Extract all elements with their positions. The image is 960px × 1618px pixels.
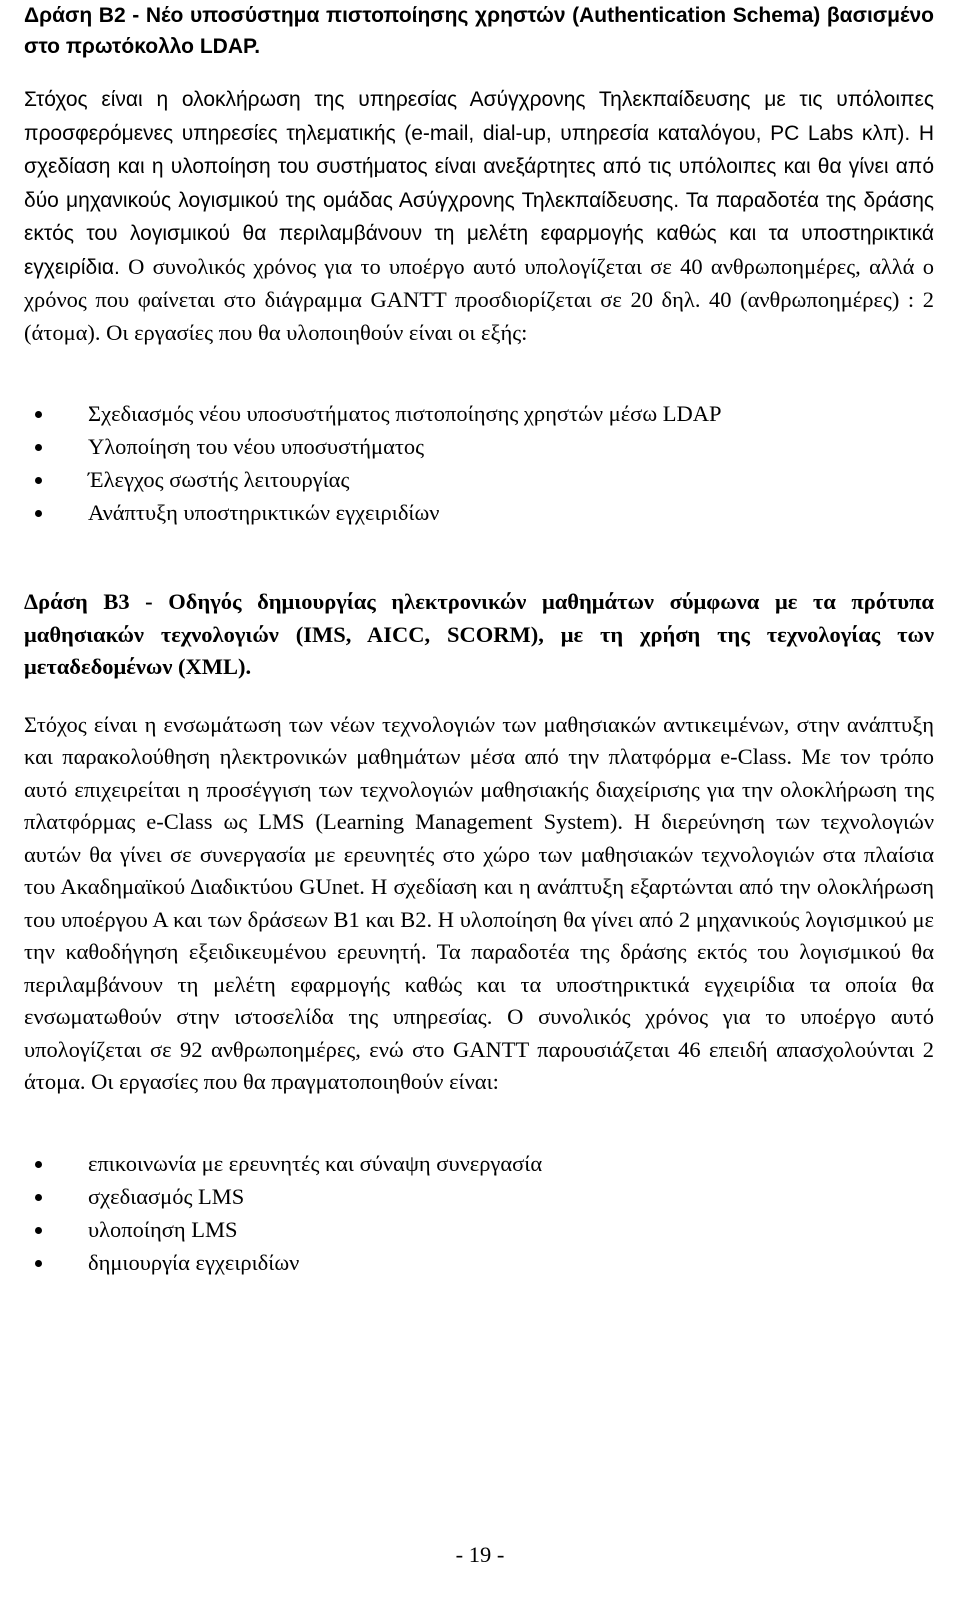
section-b2-paragraph-part1: Στόχος είναι η ολοκλήρωση της υπηρεσίας Ασύγχρονης Τηλεκπαίδευσης με τις υπόλοιπες προσφερόμενες υπηρεσίες τηλεματικής (e-mail, dial-up, υπηρεσία καταλόγου, PC Labs κλπ). Η σχεδίαση και η υλοποίηση του συστήματος είναι ανεξάρτητες από τις υπόλοιπες και θα γίνει από δύο μηχανικούς λογισμικού της ομάδας Ασύγχρονης Τηλεκπαίδευσης. Τα παραδοτέα της δράσης εκτός του λογισμικού θα περιλαμβάνουν τη μελέτη εφαρμογής καθώς και τα υποστηρικτικά εγχειρίδια. [24, 88, 934, 279]
list-item-text: σχεδιασμός LMS [88, 1183, 245, 1209]
section-heading-b3: Δράση Β3 - Οδηγός δημιουργίας ηλεκτρονικών μαθημάτων σύμφωνα με τα πρότυπα μαθησιακών τεχνολογιών (IMS, AICC, SCORM), με τη χρήση της τεχνολογίας των μεταδεδομένων (XML). [24, 589, 934, 679]
document-page [24, 0, 934, 1618]
list-item [24, 1147, 934, 1180]
list-item [24, 1246, 934, 1279]
bullet-icon [35, 411, 42, 418]
bullet-icon [35, 477, 42, 484]
list-item-text: Έλεγχος σωστής λειτουργίας [88, 467, 350, 492]
list-item-text: δημιουργία εγχειριδίων [88, 1249, 300, 1275]
list-item-text: Ανάπτυξη υποστηρικτικών εγχειριδίων [88, 500, 440, 525]
list-item-text: επικοινωνία με ερευνητές και σύναψη συνεργασία [88, 1150, 543, 1176]
list-item [24, 463, 934, 496]
list-item [24, 1213, 934, 1246]
page-number: - 19 - [455, 1542, 505, 1567]
list-item [24, 1180, 934, 1213]
section-b3-task-list [24, 1147, 934, 1279]
bullet-icon [35, 444, 42, 451]
bullet-icon [35, 1161, 42, 1168]
list-item-text: Υλοποίηση του νέου υποσυστήματος [88, 434, 425, 459]
list-item-text: υλοποίηση LMS [88, 1216, 238, 1242]
section-b2-paragraph-part2: Ο συνολικός χρόνος για το υποέργο αυτό υπολογίζεται σε 40 ανθρωποημέρες, αλλά ο χρόνος που φαίνεται στο διάγραμμα GANTT προσδιορίζεται σε 20 δηλ. 40 (ανθρωποημέρες) : 2 (άτομα). Οι εργασίες που θα υλοποιηθούν είναι οι εξής: [24, 253, 934, 345]
bullet-icon [35, 1260, 42, 1267]
list-item [24, 397, 934, 430]
list-item [24, 496, 934, 529]
section-b2-task-list [24, 397, 934, 529]
section-b2-paragraph [24, 83, 934, 349]
list-item [24, 430, 934, 463]
bullet-icon [35, 510, 42, 517]
section-heading-b2: Δράση Β2 - Νέο υποσύστημα πιστοποίησης χρηστών (Authentication Schema) βασισμένο στο πρωτόκολλο LDAP. [24, 4, 934, 58]
bullet-icon [35, 1227, 42, 1234]
bullet-icon [35, 1194, 42, 1201]
section-b3-paragraph: Στόχος είναι η ενσωμάτωση των νέων τεχνολογιών των μαθησιακών αντικειμένων, στην ανάπτυξη και παρακολούθηση ηλεκτρονικών μαθημάτων μέσα από την πλατφόρμα e-Class. Με τον τρόπο αυτό επιχειρείται η προσέγγιση των τεχνολογιών μαθησιακής διαχείρισης για την ολοκλήρωση της πλατφόρμας e-Class ως LMS (Learning Management System). Η διερεύνηση των τεχνολογιών αυτών θα γίνει σε συνεργασία με ερευνητές στο χώρο των μαθησιακών τεχνολογιών στα πλαίσια του Ακαδημαϊκού Διαδικτύου GUnet. Η σχεδίαση και η ανάπτυξη εξαρτώνται από την ολοκλήρωση του υποέργου Α και των δράσεων Β1 και Β2. Η υλοποίηση θα γίνει από 2 μηχανικούς λογισμικού με την καθοδήγηση εξειδικευμένου ερευνητή. Τα παραδοτέα της δράσης εκτός του λογισμικού θα περιλαμβάνουν τη μελέτη εφαρμογής καθώς και τα υποστηρικτικά εγχειρίδια τα οποία θα ενσωματωθούν στην ιστοσελίδα της υπηρεσίας. Ο συνολικός χρόνος για το υποέργο αυτό υπολογίζεται σε 92 ανθρωποημέρες, ενώ στο GANTT παρουσιάζεται 46 επειδή απασχολούνται 2 άτομα. Οι εργασίες που θα πραγματοποιηθούν είναι: [24, 711, 934, 1094]
list-item-text: Σχεδιασμός νέου υποσυστήματος πιστοποίησης χρηστών μέσω LDAP [88, 401, 722, 426]
